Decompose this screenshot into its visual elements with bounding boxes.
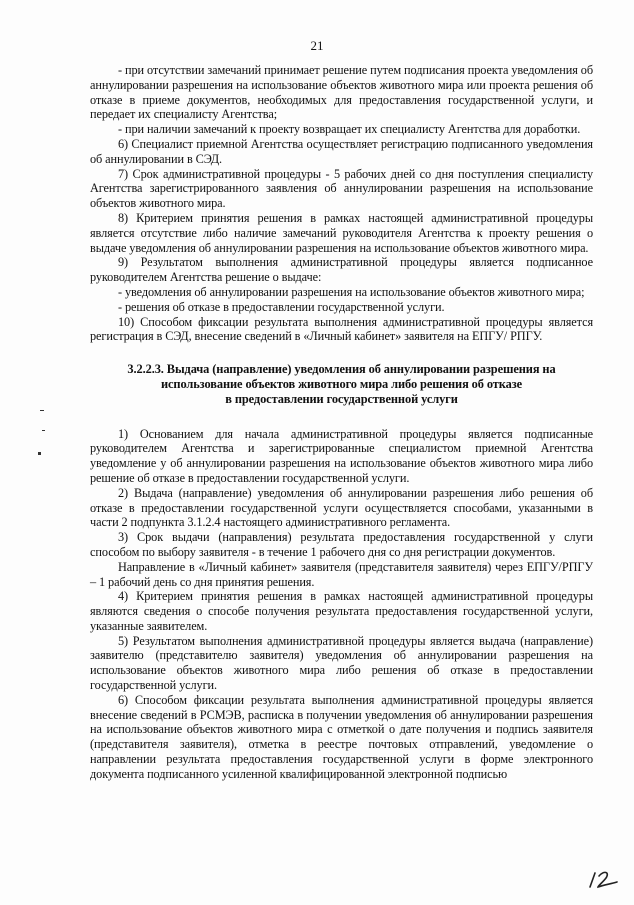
section-heading	[90, 362, 593, 406]
handwritten-mark-icon	[586, 868, 620, 890]
paragraph: 3) Срок выдачи (направления) результата предоставления государственной у слуги способом по выбору заявителя - в течение 1 рабочего дня со дня регистрации документов.	[90, 530, 593, 559]
scan-mark	[42, 430, 45, 431]
heading-line: 3.2.2.3. Выдача (направление) уведомления об аннулировании разрешения на	[127, 362, 556, 377]
paragraph: 6) Специалист приемной Агентства осуществляет регистрацию подписанного уведомления об аннулировании в СЭД.	[90, 136, 593, 166]
page-number: 21	[310, 38, 324, 53]
paragraph: 4) Критерием принятия решения в рамках настоящей административной процедуры являются сведения о способе получения результата предоставления государственной услуги, указанные заявителем.	[90, 589, 593, 633]
paragraph: 9) Результатом выполнения административной процедуры является подписанное руководителем Агентства решение о выдаче:	[90, 255, 593, 285]
paragraph: - при наличии замечаний к проекту возвращает их специалисту Агентства для доработки.	[118, 122, 581, 137]
paragraph: - при отсутствии замечаний принимает решение путем подписания проекта уведомления об аннулировании разрешения на использование объектов животного мира или проекта решения об отказе в приеме документов, необходимых для предоставления государственной услуги, и передает их специалисту Агентства;	[90, 63, 593, 122]
paragraph: - уведомления об аннулировании разрешения на использование объектов животного мира;	[118, 284, 585, 299]
paragraph: 10) Способом фиксации результата выполнения административной процедуры является регистрация в СЭД, внесение сведений в «Личный кабинет» заявителя на ЕПГУ/ РПГУ.	[90, 314, 593, 344]
document-body	[90, 63, 593, 782]
paragraph: 5) Результатом выполнения административной процедуры является выдача (направление) заявителю (представителю заявителя) уведомления об аннулировании разрешения на использование объектов животного мира либо решения об отказе в предоставлении государственной услуги.	[90, 633, 593, 693]
paragraph: 6) Способом фиксации результата выполнения административной процедуры является внесение сведений в РСМЭВ, расписка в получении уведомления об аннулировании разрешения на использование объектов животного мира с отметкой о дате получения и подпись заявителя (представителя заявителя), отметка в реестре почтовых отправлений, уведомление о направлении результата предоставления государственной услуги в форме электронного документа подписанного усиленной квалифицированной электронной подписью	[90, 692, 593, 781]
heading-line: в предоставлении государственной услуги	[225, 391, 458, 406]
paragraph: 8) Критерием принятия решения в рамках настоящей административной процедуры является отсутствие либо наличие замечаний руководителя Агентства к проекту решения о выдаче уведомления об аннулировании разрешения на использование объектов животного мира.	[90, 210, 593, 255]
paragraph: 1) Основанием для начала административной процедуры является подписанные руководителем Агентства и зарегистрированные специалистом приемной Агентства уведомление у об аннулировании разрешения на использование объектов животного мира либо решение об отказе в предоставлении государственной услуги.	[90, 426, 593, 485]
paragraph: 2) Выдача (направление) уведомления об аннулировании разрешения либо решения об отказе в предоставлении государственной услуги осуществляется способами, указанными в части 2 подпункта 3.1.2.4 настоящего административного регламента.	[90, 485, 593, 530]
heading-line: использование объектов животного мира либо решения об отказе	[160, 376, 523, 391]
paragraph: Направление в «Личный кабинет» заявителя (представителя заявителя) через ЕПГУ/РПГУ – 1 рабочий день со дня принятия решения.	[90, 559, 593, 589]
scan-mark	[40, 410, 44, 411]
paragraph: 7) Срок административной процедуры - 5 рабочих дней со дня поступления специалисту Агентства зарегистрированного заявления об аннулировании разрешения на использование объектов животного мира.	[90, 166, 593, 211]
paragraph: - решения об отказе в предоставлении государственной услуги.	[118, 299, 445, 314]
scan-mark	[38, 452, 41, 455]
